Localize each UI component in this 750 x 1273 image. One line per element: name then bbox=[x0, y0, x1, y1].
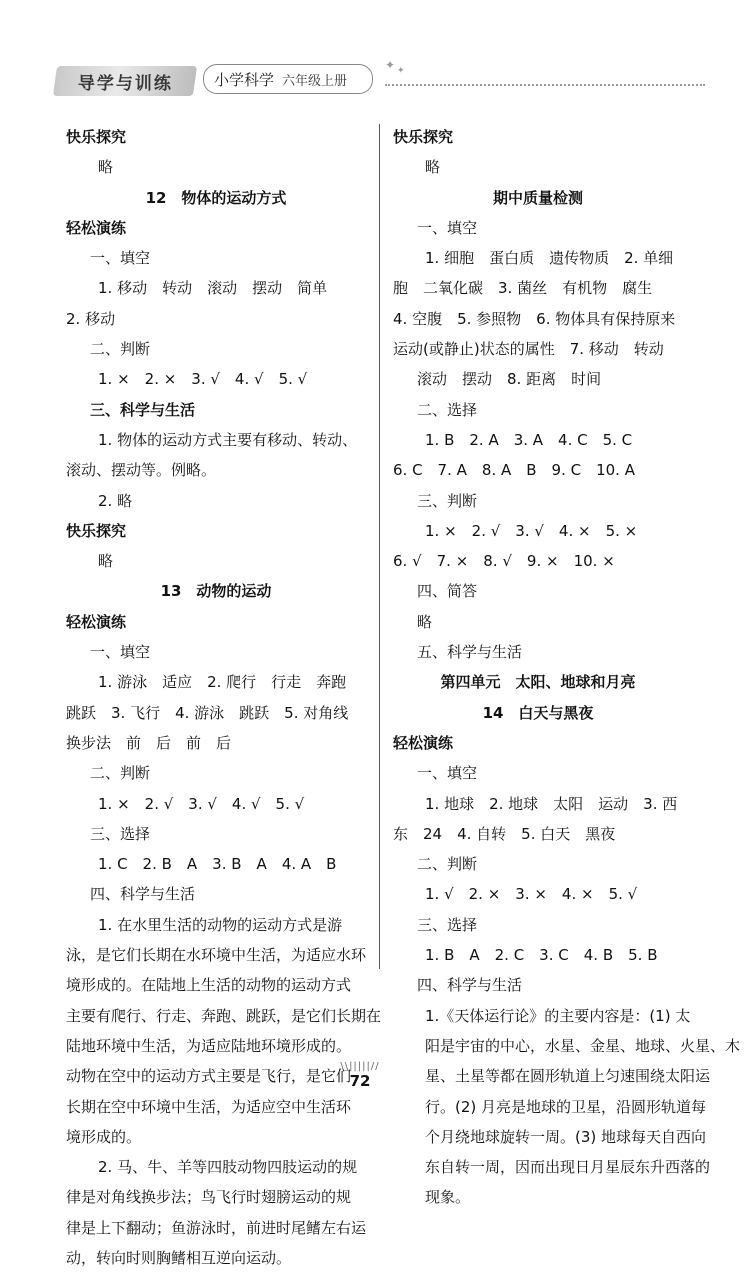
answer-line: 第四单元 太阳、地球和月亮 bbox=[440, 673, 636, 692]
answer-line: 律是对角线换步法；鸟飞行时翅膀运动的规 bbox=[66, 1188, 352, 1207]
answer-line: 略 bbox=[417, 612, 433, 631]
answer-line: 一、填空 bbox=[417, 218, 478, 237]
answer-line: 1. B A 2. C 3. C 4. B 5. B bbox=[425, 946, 658, 965]
answer-line: 期中质量检测 bbox=[492, 188, 583, 207]
answer-line: 五、科学与生活 bbox=[417, 643, 523, 662]
answer-line: 动，转向时则胸鳍相互逆向运动。 bbox=[66, 1248, 292, 1267]
answer-line: 轻松演练 bbox=[66, 218, 127, 237]
answer-line: 现象。 bbox=[425, 1188, 471, 1207]
answer-line: 2. 移动 bbox=[66, 309, 116, 328]
answer-line: 东 24 4. 自转 5. 白天 黑夜 bbox=[393, 824, 616, 843]
star-icon: ✦ bbox=[385, 58, 396, 72]
page-header bbox=[55, 58, 705, 102]
answer-line: 13 动物的运动 bbox=[160, 582, 272, 601]
answer-line: 胞 二氧化碳 3. 菌丝 有机物 腐生 bbox=[393, 279, 653, 298]
answer-line: 滚动、摆动等。例略。 bbox=[66, 461, 217, 480]
answer-line: 1. 地球 2. 地球 太阳 运动 3. 西 bbox=[425, 794, 678, 813]
column-divider bbox=[379, 124, 380, 969]
page-footer bbox=[330, 1062, 390, 1102]
answer-line: 略 bbox=[98, 552, 114, 571]
answer-line: 滚动 摆动 8. 距离 时间 bbox=[417, 370, 602, 389]
answer-line: 运动(或静止)状态的属性 7. 移动 转动 bbox=[393, 340, 664, 359]
answer-line: 1. 物体的运动方式主要有移动、转动、 bbox=[98, 430, 358, 449]
answer-line: 二、判断 bbox=[417, 855, 478, 874]
answer-line: 6. C 7. A 8. A B 9. C 10. A bbox=[393, 461, 635, 480]
answer-line: 四、简答 bbox=[417, 582, 478, 601]
subject-title: 小学科学 bbox=[214, 70, 275, 89]
grade-label: 六年级上册 bbox=[282, 73, 348, 89]
answer-line: 2. 略 bbox=[98, 491, 133, 510]
answer-line: 行。(2) 月亮是地球的卫星，沿圆形轨道每 bbox=[425, 1097, 707, 1116]
answer-line: 略 bbox=[98, 158, 114, 177]
answer-line: 二、判断 bbox=[90, 340, 151, 359]
answer-line: 二、选择 bbox=[417, 400, 478, 419]
answer-line: 1. × 2. × 3. √ 4. √ 5. √ bbox=[98, 370, 308, 389]
answer-line: 三、科学与生活 bbox=[90, 400, 196, 419]
brand-title: 导学与训练 bbox=[77, 73, 173, 94]
answer-line: 1. B 2. A 3. A 4. C 5. C bbox=[425, 430, 633, 449]
answer-line: 一、填空 bbox=[90, 643, 151, 662]
answer-line: 快乐探究 bbox=[393, 128, 454, 146]
answer-line: 二、判断 bbox=[90, 764, 151, 783]
answer-line: 律是上下翻动；鱼游泳时，前进时尾鳍左右运 bbox=[66, 1218, 367, 1237]
answer-line: 14 白天与黑夜 bbox=[482, 703, 594, 722]
answer-line: 四、科学与生活 bbox=[90, 885, 196, 904]
answer-line: 1. × 2. √ 3. √ 4. × 5. × bbox=[425, 521, 638, 540]
answer-line: 略 bbox=[425, 158, 441, 177]
answer-line: 轻松演练 bbox=[393, 733, 454, 752]
answer-line: 12 物体的运动方式 bbox=[145, 188, 287, 207]
left-column bbox=[66, 122, 382, 1273]
answer-line: 1. 移动 转动 滚动 摆动 简单 bbox=[98, 279, 328, 298]
header-dotted-rule bbox=[385, 84, 705, 86]
answer-line: 6. √ 7. × 8. √ 9. × 10. × bbox=[393, 552, 615, 571]
answer-line: 2. 马、牛、羊等四肢动物四肢运动的规 bbox=[98, 1158, 358, 1177]
answer-line: 一、填空 bbox=[90, 249, 151, 268]
answer-line: 泳，是它们长期在水环境中生活，为适应水环 bbox=[66, 946, 367, 965]
answer-line: 动物在空中的运动方式主要是飞行，是它们 bbox=[66, 1067, 352, 1086]
answer-line: 三、选择 bbox=[90, 824, 151, 843]
answer-line: 1.《天体运行论》的主要内容是：(1) 太 bbox=[425, 1006, 691, 1025]
answer-line: 东自转一周，因而出现日月星辰东升西落的 bbox=[425, 1158, 711, 1177]
answer-line: 1. 在水里生活的动物的运动方式是游 bbox=[98, 915, 343, 934]
answer-line: 境形成的。在陆地上生活的动物的运动方式 bbox=[66, 976, 352, 995]
subject-tab bbox=[203, 64, 373, 94]
answer-line: 三、判断 bbox=[417, 491, 478, 510]
answer-line: 1. C 2. B A 3. B A 4. A B bbox=[98, 855, 337, 874]
brand-banner bbox=[53, 66, 197, 96]
right-column bbox=[393, 122, 741, 1213]
answer-line: 跳跃 3. 飞行 4. 游泳 跳跃 5. 对角线 bbox=[66, 703, 349, 722]
answer-line: 轻松演练 bbox=[66, 612, 127, 631]
answer-line: 1. 游泳 适应 2. 爬行 行走 奔跑 bbox=[98, 673, 347, 692]
answer-line: 快乐探究 bbox=[66, 128, 127, 146]
answer-line: 境形成的。 bbox=[66, 1127, 142, 1146]
page-number: 72 bbox=[349, 1072, 371, 1090]
answer-line: 陆地环境中生活，为适应陆地环境形成的。 bbox=[66, 1036, 352, 1055]
sun-rays-icon: \\|||||// bbox=[340, 1061, 380, 1072]
answer-line: 阳是宇宙的中心，水星、金星、地球、火星、木 bbox=[425, 1036, 741, 1055]
answer-line: 4. 空腹 5. 参照物 6. 物体具有保持原来 bbox=[393, 309, 676, 328]
answer-line: 主要有爬行、行走、奔跑、跳跃，是它们长期在 bbox=[66, 1006, 382, 1025]
answer-line: 一、填空 bbox=[417, 764, 478, 783]
answer-line: 四、科学与生活 bbox=[417, 976, 523, 995]
answer-line: 星、土星等都在圆形轨道上匀速围绕太阳运 bbox=[425, 1067, 711, 1086]
answer-line: 长期在空中环境中生活，为适应空中生活环 bbox=[66, 1097, 352, 1116]
answer-line: 快乐探究 bbox=[66, 521, 127, 540]
answer-line: 个月绕地球旋转一周。(3) 地球每天自西向 bbox=[425, 1127, 707, 1146]
answer-line: 三、选择 bbox=[417, 915, 478, 934]
star-icon: ✦ bbox=[397, 66, 405, 76]
answer-line: 1. 细胞 蛋白质 遗传物质 2. 单细 bbox=[425, 249, 674, 268]
answer-line: 1. × 2. √ 3. √ 4. √ 5. √ bbox=[98, 794, 305, 813]
answer-line: 换步法 前 后 前 后 bbox=[66, 733, 232, 752]
answer-line: 1. √ 2. × 3. × 4. × 5. √ bbox=[425, 885, 638, 904]
